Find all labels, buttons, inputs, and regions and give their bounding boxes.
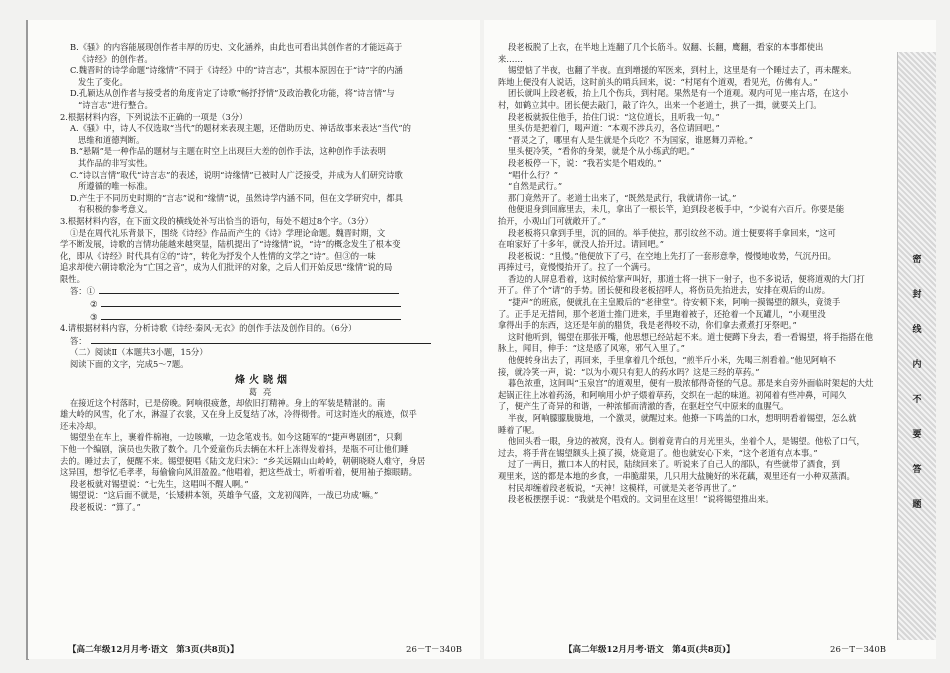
question-4-stem: 4.请根据材料内容，分析诗歌《诗经·秦风·无衣》的创作手法及创作目的。（6分） — [60, 323, 357, 334]
story-line: 他便转身出去了，再回来，手里拿着几个纸包，“煎半斤小米，先喝三剂看着。”他见阿响不 — [508, 355, 836, 366]
story-line: “捷声”的班底，便就扎在主皇殿后的“老律堂”。待安顿下来，阿响一摸锡望的额头，竟烫手 — [508, 297, 841, 308]
story-line: “唱什么行？” — [508, 169, 558, 180]
story-line: 起锅正往上冰着药汤，和阿响用小炉子煨着草药，交织在一起的味道。初闻着有些冲鼻，可闻久 — [498, 389, 847, 400]
story-line: 来…… — [498, 53, 523, 64]
answer-blank[interactable] — [99, 285, 399, 294]
answer-mark: ③ — [90, 311, 98, 322]
footer-title: 【高二年级12月月考·语文 第3页(共8页)】 — [68, 645, 239, 655]
story-line: 了，便产生了奇异的和谐，一种浓郁而清澈的香，在驱赶空气中原来的血腥气。 — [498, 401, 789, 412]
story-line: 半夜，阿响朦朦胧胧地，一个激灵，就醒过来。他撩一下鸣盖的口水，想明明看着锡望，怎么就 — [508, 413, 857, 423]
binding-char: 线 — [912, 325, 922, 335]
story-line: 雄大岭的风雪，化了水，淋湿了衣裳，又在身上反复结了冰，冷得彻骨。可这时连火的痕迹，似乎 — [60, 409, 417, 420]
story-title: 烽火晓烟 — [235, 374, 291, 386]
paper-code: 26－T－340B — [406, 645, 462, 655]
binding-char: 不 — [912, 395, 922, 405]
story-line: 村，如鹤立其中。团长便去敲门，敲了许久，出来一个老道士，拱了一揖，就要关上门。 — [498, 99, 822, 110]
story-line: 锡望坐在车上，裹着件棉袍，一边咳嗽，一边念笔戏书。如今这随军的“捷声粤剧团”，只剩 — [70, 432, 403, 443]
answer-mark: ② — [90, 299, 98, 310]
story-line: 他便退身到回廊里去，未几，拿出了一根长竿，迫到段老板手中，“少说有六百斤。你要是能 — [508, 204, 845, 215]
story-line: 过了一两日，撤口本人的村民，陆续回来了。听说来了自己人的部队，有些就带了酒食，到 — [508, 459, 840, 470]
story-line: 段老板说：“且慢。”他便放下了弓，在空地上先打了一套形意拳，慢慢地收势，气沉丹田。 — [508, 250, 836, 261]
story-line: 睡着了呢。 — [498, 424, 540, 435]
binding-char: 内 — [912, 360, 922, 370]
story-line: 下他一个编剧，演员也失散了数个。几个爱童伤兵去辆在木杆上冻得发着抖，是瓶不可让他们睡 — [60, 444, 409, 454]
text-line: C.魏晋时的诗学命题“诗缘情”不同于《诗经》中的“诗言志”，其根本原因在于“诗”字的内涵 — [70, 65, 403, 76]
page-footer — [564, 643, 886, 655]
story-line: 段老板就扳住他手，抬住门说：“这位道长，且听我一句。” — [508, 111, 720, 122]
text-line: 学不断发展，诗歌的言情功能越来越突显，陆机提出了“诗缘情”说，“诗”的概念发生了根本变 — [60, 239, 401, 250]
question-3-stem: 3.根据材料内容，在下面文段的横线处补写出恰当的语句，每处不超过8个字。（3分） — [60, 215, 374, 226]
answer-line-1[interactable] — [60, 285, 466, 298]
story-continued — [498, 42, 884, 506]
binding-char: 题 — [912, 500, 922, 510]
story-line: 过去，将手背在锡望额头上摸了摸，烧竟退了。他也就安心下来，“这个老道有点本事。” — [498, 447, 818, 458]
story-line: 在接近这个村落时，已是傍晚。阿响很疲惫，却依旧打精神。身上的军装是精湛的。南 — [70, 397, 386, 408]
story-line: 他回头看一眼，身边的被窝，没有人。倒着竟青白的月光里头，坐着个人，是锡望。他松了口气， — [508, 436, 865, 447]
story-line: 那门竟然开了。老道士出来了，“既然是武行，我就请你一试。” — [508, 192, 737, 203]
answer-line-2[interactable] — [60, 298, 466, 311]
story-line: 段老板摆摆手说：“我就是个唱戏的。文词里在这里！”说将锡望推出来。 — [508, 494, 774, 505]
story-line: 里头便冷笑，“看你的身架，就是个从小练武的吧。” — [508, 146, 695, 157]
binding-notice — [910, 252, 924, 510]
exam-page-4 — [484, 20, 936, 659]
story-author: 葛亮 — [248, 386, 278, 397]
footer-title: 【高二年级12月月考·语文 第4页(共8页)】 — [564, 645, 735, 655]
story-line: 段老板说：“算了。” — [70, 501, 141, 512]
text-line: 化，即从《诗经》时代具有②的“诗”，转化为抒发个人性情的文学之“诗”。但③的一味 — [60, 250, 376, 261]
answer-label: 答： — [70, 335, 87, 346]
reading-instruction: 阅读下面的文字，完成5～7题。 — [70, 359, 189, 370]
story-line: “自然是武行。” — [508, 181, 563, 192]
text-line: “诗言志”进行整合。 — [78, 99, 153, 110]
text-line: ①是在周代礼乐背景下，围绕《诗经》作品而产生的《诗》学理论命题。魏晋时期，文 — [70, 227, 386, 238]
story-line: 抬开，小观山门可就敞开了。” — [498, 215, 606, 226]
story-line: 暮色浓重，这间叫“玉泉宫”的道观里，便有一股浓郁得奇怪的气息。那是来自旁外面临时架起的大灶 — [508, 378, 874, 389]
text-line: 其作品的非写实性。 — [78, 157, 153, 168]
binding-char: 答 — [912, 465, 922, 475]
text-line: 追求却使六朝诗歌沦为“亡国之音”，成为人们批评的对象，之后人们开始反思“缘情”说的局 — [60, 262, 393, 273]
text-line: D.孔颖达从创作者与接受者的角度肯定了诗歌“畅抒抒情”及政治教化功能，将“诗言情”与 — [70, 88, 395, 99]
section-heading: （二）阅读Ⅱ（本题共3小题，15分） — [70, 347, 208, 358]
option-b: B.“悬隔”是一种作品的题材与主题在时空上出现巨大差的创作手法，这种创作手法表明 — [70, 146, 386, 157]
story-line: 开了。伴了个“请”的手势。团长便和段老板招呼人，将伤员先抬进去，安排在观后的山房。 — [498, 285, 831, 296]
story-line: 阵地上便没有人说话，这时前头的哨兵回来，说：“村尾有个道观，看见光，仿佛有人。” — [498, 76, 818, 87]
story-line: 团长就叫上段老板，抬上几个伤兵，到村尾。果然是有一个道观。观内可见一座古塔，在这小 — [508, 88, 849, 99]
answer-blank[interactable] — [91, 335, 431, 344]
binding-char: 要 — [912, 430, 922, 440]
story-line: 里头仿是把着门，喝声道：“本观不涉兵刃，各位请回吧。” — [508, 123, 720, 134]
answer-label: 答： — [70, 286, 87, 297]
option-a: A.《骚》中，诗人不仅选取“当代”的题材来表现主题，还借助历史、神话故事来表达“当代”的 — [70, 123, 411, 134]
story-line: 这时他听到，锡望在那张开嘴，他思想已经站起不来。道士便蹲下身去，看一看锡望，将手指搭在他 — [508, 331, 874, 342]
story-line: 拿得出手的东西，这还是年前的腊货，我是老得咬不动，你们拿去煮煮打牙祭吧。” — [498, 320, 797, 331]
story-line: 了。正手足无措间，那个老道士推门进来，手里跑着被子，还抢着一个瓦罐儿，“小观里没 — [498, 308, 826, 319]
option-d: D.产生于不同历史时期的“言志”说和“缘情”说，虽然诗学内涵不同，但在文学研究中，都具 — [70, 192, 403, 203]
text-line: 思维和道德判断。 — [78, 134, 145, 145]
text-line: B.《骚》的内容能展现创作者丰厚的历史、文化涵养，由此也可看出其创作者的才能远高于 — [70, 42, 403, 52]
paper-code: 26－T－340B — [830, 645, 886, 655]
answer-blank[interactable] — [101, 298, 401, 307]
text-line: 限性。 — [60, 273, 85, 284]
story-line: 段老板脱了上衣，在半地上连翻了几个长筋斗。奴翻、长翻，鹰翻，看家的本事都使出 — [508, 42, 824, 52]
story-line: 脉上，闻目，伸手：“这是感了风寒，邪气入里了。” — [498, 343, 685, 354]
exam-page-3 — [28, 20, 480, 659]
answer-line-4[interactable] — [60, 335, 466, 348]
story-line: “晋灵之了，哪里有人是生就是个兵吃？不为国家，谁愿舞刀弄枪。” — [508, 134, 753, 145]
story-line: 这异国，想爷忆毛孝孝，每偷偷向风泪盈盈。”他唱着，把这些战士，听着听着，便用袖子擦眼睛。 — [60, 467, 417, 478]
story-line: 香边的人屏息看着，这时候给掌声叫好，那道士将一拱下一射子，也不多说话，便将道观的大门打 — [508, 273, 865, 284]
story-line: 还未冷却。 — [60, 420, 102, 431]
story-line: 村民却缠着段老板说，“天神！这模样，可就是关老爷再世了。” — [508, 482, 737, 493]
text-line: 《诗经》的创作者。 — [78, 53, 153, 64]
binding-char: 密 — [912, 255, 922, 265]
answer-blank[interactable] — [101, 311, 401, 320]
answer-mark: ① — [86, 286, 95, 297]
story-line: 在咱家好了十多年，就没人抬开过。请回吧。” — [498, 239, 665, 250]
text-line: 所遵循的唯一标准。 — [78, 181, 153, 192]
story-line: 段老板就对锡望说：“七先生，这唱叫不醒人啊。” — [70, 478, 249, 489]
option-c: C.“诗以言情”取代“诗言志”的表述，说明“诗缘情”已被时人广泛接受，并成为人们研究诗歌 — [70, 169, 403, 180]
text-line: 有积极的参考意义。 — [78, 204, 153, 215]
story-line: 段老板将只拿到手里，沉的回的。举手使拉，那引纹丝不动。道士便要将手拿回来，“这可 — [508, 227, 836, 238]
binding-char: 封 — [912, 290, 922, 300]
answer-line-3[interactable] — [60, 311, 466, 324]
page-footer — [68, 643, 462, 655]
story-line: 锡望说：“这后面不就是，‘长矮耕本领，英雄争气盛，文龙初闯阵，一战已功成’嘛。” — [70, 490, 379, 501]
story-line: 再捧过弓，竟慢慢抬开了。拉了一个满弓。 — [498, 262, 656, 273]
story-line: 锡望惦了半夜，也翻了半夜。直到增援的军医来，到村上，这里是有一个睡过去了，再未醒来。 — [508, 65, 857, 76]
story-line: 段老板停一下，说：“我若实是个唱戏的。” — [508, 157, 662, 168]
text-line: 发生了变化。 — [78, 76, 128, 87]
story-line: 去的。睡过去了，便醒不来。锡望便唱《陆文龙归宋》：“乡关远隔山山岭岭，朝朝晓晓人难守，身居 — [60, 455, 426, 466]
story-line: 观里来，送的都是本地的乡食，一串脆甜果，几只用大盐腌好的米花藕，观里还有一小种双蒸酒。 — [498, 470, 855, 481]
question-2-stem: 2.根据材料内容，下列说法不正确的一项是（3分） — [60, 111, 248, 122]
binding-margin — [897, 52, 936, 640]
story-line: 接，就冷笑一声，说：“以为小观只有犯人的药水吗？这是三经的草药。” — [498, 366, 760, 377]
